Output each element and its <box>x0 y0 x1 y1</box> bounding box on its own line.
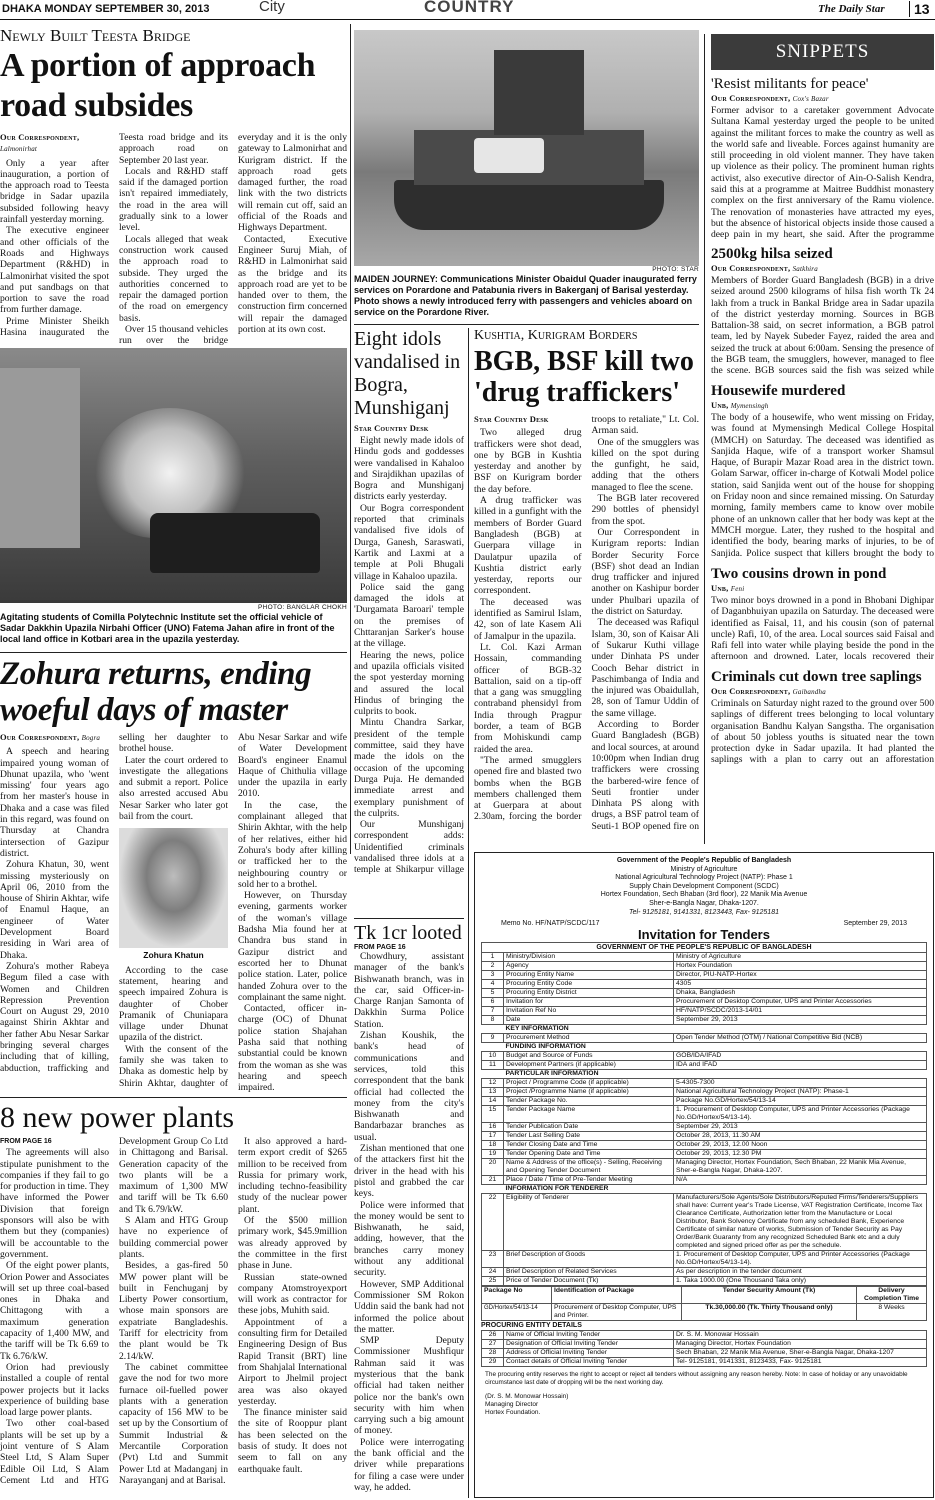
tender-table <box>481 952 927 1286</box>
ferry-caption: MAIDEN JOURNEY: Communications Minister Obaidul Quader inaugurated ferry services on Porardone and Patabunia rivers in Bakerganj of Barisal yesterday. Photo shows a newly introduced ferry with passengers and vehicles aboard on service on the Porardone River. <box>354 274 697 317</box>
tender-row <box>482 1034 927 1043</box>
idols-headline: Eight idols vandalised in Bogra, Munshiganj <box>354 328 461 419</box>
tender-row <box>482 953 927 962</box>
row-value: October 28, 2013, 11.30 AM <box>674 1132 927 1141</box>
ferry-vehicle <box>474 138 544 173</box>
sign-line: Hortex Foundation. <box>485 1409 541 1417</box>
power-para: Orion had previously installed a couple of rental power projects but it lacks experience of building base load large power plants. <box>0 1361 109 1419</box>
snippet-heading: Housewife murdered <box>711 383 846 399</box>
row-label: INFORMATION FOR TENDERER <box>504 1185 927 1194</box>
teesta-para: Only a year after inauguration, a portion of the approach road to Teesta bridge in Sadar upazila subsided following heavy rainfall yesterday morning. <box>0 157 109 226</box>
power-from: FROM PAGE 16 <box>0 1138 52 1145</box>
row-number: 9 <box>482 1034 504 1043</box>
row-value: 4305 <box>674 980 927 989</box>
row-value: October 29, 2013, 12.00 Noon <box>674 1141 927 1150</box>
row-number <box>482 1043 504 1052</box>
bgb-para: Two alleged drug traffickers were shot dead, one by BGB in Kushtia yesterday and another by BSF on Kurigram border the day before. <box>474 427 582 495</box>
idols-para: Mintu Chandra Sarkar, president of the temple committee, said they have made the idols on the occasion of the upcoming Durga Puja. He demanded immediate arrest and exemplary punishment of the culprits. <box>354 717 464 819</box>
idols-article <box>354 328 464 878</box>
row-value: October 29, 2013, 12.30 PM <box>674 1150 927 1159</box>
power-para: Two other coal-based plants will be set up by a joint venture of S Alam Steel Ltd, S Alam Super Edible Oil Ltd, S Alam Cement Ltd and HTG Development Group Co Ltd in Chittagong and Barisal. Generation capacity of the two plants will be a maximum of 1,300 MW and tariff will be Tk 6.60 and Tk 6.79/kW. <box>0 1136 228 1486</box>
snippet-text: Members of Border Guard Bangladesh (BGB) in a drive seized around 2500 kilograms of hilsa fish worth Tk 24 lakh from a truck in Bankal Bridge area in Sadar upazila of the district yesterday morning. Sources in BGB Battalion-38 said, on secret information, a BGB patrol team, led by Nayek Subeder Fayez, raided the area and seized the truck at about 6:00am. Sensing the presence of the BGB team, the smugglers, however, managed to flee the scene. BGB sources said the fish was seized while <box>711 275 934 377</box>
sign-line: (Dr. S. M. Monowar Hossain) <box>485 1393 569 1401</box>
snippet-heading: Two cousins drown in pond <box>711 566 887 582</box>
row-label: Ministry/Division <box>504 953 674 962</box>
pkg-cell: Procurement of Desktop Computer, UPS and Printer. <box>552 1304 682 1321</box>
row-value: Director, PIU-NATP-Hortex <box>674 971 927 980</box>
pkg-head: Tender Security Amount (Tk) <box>682 1287 857 1304</box>
tk1cr-headline: Tk 1cr looted <box>354 922 462 944</box>
tender-row <box>482 1132 927 1141</box>
tk1cr-para: Zishan Koushik, the bank's head of communications and services, told this correspondent that the bank official had collected the money from the city's Bishwanath and Bandarbazar branches as usual. <box>354 1030 464 1143</box>
row-label: KEY INFORMATION <box>504 1025 927 1034</box>
row-number: 23 <box>482 1251 504 1268</box>
teesta-para: Over 15 thousand vehicles run over the bridge everyday and it is the only gateway to Lalmonirhat and Kurigram district. If the approach road gets damaged further, the road link with the two districts will remain cut off, said an official of the Roads and Highways Department. <box>119 132 347 347</box>
teesta-headline: A portion of approach road subsides <box>0 47 316 124</box>
row-number: 15 <box>482 1106 504 1123</box>
tk1cr-para: However, SMP Additional Commissioner SM Rokon Uddin said the bank had not informed the police about the matter. <box>354 1278 464 1335</box>
tender-row <box>482 998 927 1007</box>
zohura-para: However, on Thursday evening, garments worker of the woman's village Badsha Mia found her at Chandra bus stand in Gazipur district and escorted her to Dhunat police station. Later, police handed Zohura over to the complainant the same night. <box>238 890 347 1003</box>
row-label: Procuring Entity District <box>504 989 674 998</box>
masthead <box>0 0 935 20</box>
tk1cr-para: Zishan mentioned that one of the attackers first hit the driver in the head with his pistol and grabbed the car keys. <box>354 1143 464 1200</box>
tender-row <box>482 1159 927 1176</box>
power-para: The agreements will also stipulate punishment to the companies if they fail to go for production in time. They have informed the Power Division that foreign sponsors will also be with them but they (companies) will be accountable to the government. <box>0 1147 109 1260</box>
row-label: Name of Official Inviting Tender <box>504 1331 674 1340</box>
row-number: 7 <box>482 1007 504 1016</box>
bgb-kicker: Kushtia, Kurigram Borders <box>474 328 638 343</box>
bgb-para: One of the smugglers was killed on the spot during the gunfight, he said, adding that the others managed to flee the scene. <box>591 436 699 493</box>
zohura-para: Contacted, officer in-charge (OC) of Dhunat police station Shajahan Pasha said that nothing substantial could be known from the woman as she was hearing and speech impaired. <box>238 1003 347 1094</box>
tender-row <box>482 1185 927 1194</box>
teesta-para: Locals alleged that weak construction work caused the approach road to subside. They urged the authorities concerned to repair the damaged portion of the road on emergency basis. <box>119 233 228 324</box>
row-number: 16 <box>482 1123 504 1132</box>
row-label: FUNDING INFORMATION <box>504 1043 927 1052</box>
procuring-table <box>481 1330 927 1367</box>
row-number: 17 <box>482 1132 504 1141</box>
idols-para: Our Munshiganj correspondent adds: Unidentified criminals vandalised three idols at a temple at Shikarpur village <box>354 819 464 875</box>
masthead-date: DHAKA MONDAY SEPTEMBER 30, 2013 <box>2 3 210 15</box>
row-number: 24 <box>482 1268 504 1277</box>
section-title: COUNTRY <box>424 0 515 16</box>
tender-row <box>482 1070 927 1079</box>
tender-row <box>482 1141 927 1150</box>
snippet-byline: Unb, <box>711 400 729 410</box>
tender-row <box>482 1349 927 1358</box>
row-label: Brief Description of Related Services <box>504 1268 674 1277</box>
row-value: National Agricultural Technology Project (NATP): Phase-1 <box>674 1088 927 1097</box>
power-para: The finance minister said the site of Rooppur plant has been selected on the basis of study. It does not seem to fall on any earthquake fault. <box>238 1407 347 1475</box>
snippet-text: Criminals on Saturday night razed to the ground over 500 saplings of different trees belonging to local voluntary organisation Bandhu Kalyan Sangstha. The organisation of about 50 jobless youths is situated near the town protection dyke in Sadar upazila. It had planted the saplings with a plan to carry out an afforestation <box>711 698 934 766</box>
row-label: Tender Opening Date and Time <box>504 1150 674 1159</box>
row-number: 6 <box>482 998 504 1007</box>
divider <box>354 324 699 325</box>
row-value: 1. Procurement of Desktop Computer, UPS and Printer Accessories (Package No.GD/Hortex/54/13-14). <box>674 1106 927 1123</box>
tender-header-line: Sher-e-Bangla Nagar, Dhaka-1207. <box>649 899 759 907</box>
row-value: N/A <box>674 1176 927 1185</box>
power-para: Appointment of a consulting firm for Detailed Engineering Design of Bus Rapid Transit (BRT) line from Shahjalal International Airport to Jhelmil project area was also okayed yesterday. <box>238 1316 347 1407</box>
row-label: PARTICULAR INFORMATION <box>504 1070 927 1079</box>
tender-notice <box>474 852 934 1498</box>
snippet-heading: Criminals cut down tree saplings <box>711 669 922 685</box>
tender-memo-row <box>481 920 927 927</box>
tender-row <box>482 1007 927 1016</box>
row-number: 28 <box>482 1349 504 1358</box>
row-number <box>482 1070 504 1079</box>
tender-header-line: Tel- 9125181, 9141331, 8123443, Fax- 9125181 <box>629 908 779 916</box>
row-value: Manufacturers/Sole Agents/Sole Distributors/Reputed Firms/Tenderers/Suppliers shall have: Current year's Trade License, VAT Registration Certificate, Income Tax Clearance Certificate, Authorization letter from the Manufacture or Local Distributor, Bank Solvency Certificate from any scheduled Bank, Experience Certificate of similar nature of works, Submission of Tender Security as Pay Order/Bank Guaranty from any recognized Scheduled Bank etc and a duly completed and signed priced offer as per the schedule. <box>674 1194 927 1251</box>
idols-byline: Star Country Desk <box>354 423 429 433</box>
row-value: Hortex Foundation <box>674 962 927 971</box>
tender-row <box>482 1150 927 1159</box>
power-para: Of the eight power plants, Orion Power and Associates will set up three coal-based ones in Dhaka and Chittagong with a maximum generation capacity of 1,400 MW, and the tariff will be Tk 6.69 to Tk 6.76/kW. <box>0 1260 109 1362</box>
tender-title: Invitation for Tenders <box>638 927 770 943</box>
sign-line: Managing Director <box>485 1401 539 1409</box>
power-article <box>0 1102 347 1498</box>
tender-header-line: Government of the People's Republic of Bangladesh <box>616 857 792 864</box>
idols-para: Police said the gang damaged the idols at 'Durgamata Baroari' temple on the premises of Chttaranjan Sarker's house at the village. <box>354 581 464 650</box>
row-label: Budget and Source of Funds <box>504 1052 674 1061</box>
paper-name: The Daily Star <box>818 3 885 15</box>
row-label: Tender Last Selling Date <box>504 1132 674 1141</box>
tender-date: September 29, 2013 <box>843 920 907 928</box>
teesta-para: Locals and R&HD staff said if the damaged portion isn't repaired immediately, the road in the area will gradually sink to a lower level. <box>119 165 228 234</box>
row-label: Brief Description of Goods <box>504 1251 674 1268</box>
vehicle-shape <box>150 513 320 573</box>
divider <box>354 918 464 919</box>
row-label: Procurement Method <box>504 1034 674 1043</box>
row-number: 25 <box>482 1277 504 1286</box>
row-number: 19 <box>482 1150 504 1159</box>
row-number: 27 <box>482 1340 504 1349</box>
tk1cr-from: FROM PAGE 16 <box>354 944 406 951</box>
row-value: IDA and IFAD <box>674 1061 927 1070</box>
zohura-article <box>0 656 347 1096</box>
tender-header-line: Hortex Foundation, Sech Bhaban (3rd floor), 22 Manik Mia Avenue <box>600 891 808 899</box>
row-value: Tel- 9125181, 9141331, 8123433, Fax- 9125181 <box>674 1358 927 1367</box>
row-label: Invitation Ref No <box>504 1007 674 1016</box>
tender-row <box>482 1043 927 1052</box>
row-value: HF/NATP/SCDC/2013-14/01 <box>674 1007 927 1016</box>
row-number: 14 <box>482 1097 504 1106</box>
tender-row <box>482 1016 927 1025</box>
row-label: Project / Programme Code (if applicable) <box>504 1079 674 1088</box>
pkg-cell: Tk.30,000.00 (Tk. Thirty Thousand only) <box>682 1304 857 1321</box>
zohura-para: A speech and hearing impaired young woman of Dhunat upazila, who 'went missing' four years ago from her master's house in Dhaka and a case was filed in this regard, was found on Thursday at Chandra intersection of Gazipur district. <box>0 746 109 859</box>
pkg-cell: GD/Hortex/54/13-14 <box>482 1304 552 1321</box>
row-label: Place / Date / Time of Pre-Tender Meeting <box>504 1176 674 1185</box>
row-number: 2 <box>482 962 504 971</box>
row-label: Price of Tender Document (Tk) <box>504 1277 674 1286</box>
snippet-text: The body of a housewife, who went missing on Friday, was found at Mymensingh Medical College Hospital (MMCH) on Saturday. The deceased was identified as Sanjida Haque, wife of a transport worker Shamsul Haque, of Burapir Mazar Road area in the district town. Golam Sarwar, officer in-charge of Kotwali Model police station, said Sanjida went out of the house for shopping on Friday noon and since remained missing. On Saturday morning, family members came to know over mobile phone of an unknown caller that her body was kept at the MMCH morgue. Later, they rushed to the hospital and identified the body, bearing marks of injuries, to be of Sanjida. Police suspect that killers brought the body to <box>711 412 934 559</box>
tender-header-line: National Agricultural Technology Project (NATP): Phase 1 <box>615 874 793 882</box>
zohura-para: With the consent of the family she was taken to Dhaka as domestic help by Shirin Akhtar, daughter of Abu Nesar Sarkar and wife of Water Development Board's engineer Enamul Haque of Chithulia village under the upazila in early 2010. <box>119 732 347 1089</box>
snippet-text: Two minor boys drowned in a pond in Bhobani Dighipar of Daganbhuiyan upazila on Saturday. The deceased were identified as Faisal, 11, and his cousin (son of paternal uncle) Rafi, 10, of the area. Local sources said Faisal and Rafi fell into water while playing beside the pond in the afternoon and drowned. Later, locals recovered their <box>711 595 934 663</box>
zohura-photo-caption: Zohura Khatun <box>143 950 204 961</box>
ferry-photo <box>354 30 699 266</box>
row-number: 13 <box>482 1088 504 1097</box>
row-label: Tender Package No. <box>504 1097 674 1106</box>
tender-row <box>482 989 927 998</box>
row-number: 11 <box>482 1061 504 1070</box>
row-number: 18 <box>482 1141 504 1150</box>
tender-note: The procuring entity reserves the right to accept or reject all tenders without assigning any reason hereby. Note: In case of holiday or any unavoidable circumstance last date of dropping will be the next working day. <box>485 1371 908 1387</box>
tender-row <box>482 1331 927 1340</box>
tender-row <box>482 1088 927 1097</box>
row-value: 1. Taka 1000.00 (One Thousand Taka only) <box>674 1277 927 1286</box>
power-para: It also approved a hard-term export credit of $265 million to be received from Russia for primary work, including techno-feasibility study of the nuclear power plant. <box>238 1136 347 1215</box>
row-number: 10 <box>482 1052 504 1061</box>
column-rule <box>468 328 469 1498</box>
pkg-head: Delivery Completion Time <box>857 1287 927 1304</box>
snippet-byline: Our Correspondent, <box>711 263 791 273</box>
bgb-para: "The armed smugglers opened fire and blasted two bombs when the BGB members challenged them at Guerpara at about 2.30am, forcing the border troops to retaliate," Lt. Col. Arman said. <box>474 414 699 823</box>
bgb-para: A drug trafficker was killed in a gunfight with the members of Border Guard Bangladesh (BGB) at Guerpara village in Daulatpur upazila of Kushtia district early yesterday, reports our correspondent. <box>474 495 582 597</box>
tender-row <box>482 1251 927 1268</box>
row-value: Dr. S. M. Monowar Hossain <box>674 1331 927 1340</box>
power-headline: 8 new power plants <box>0 1102 235 1134</box>
tender-row <box>482 1106 927 1123</box>
bgb-para: The BGB later recovered 290 bottles of phensidyl from the spot. <box>591 493 699 527</box>
tk1cr-para: Police were informed that the money would be sent to Bishwanath, he said, adding, however, that the branches carry money without any additional security. <box>354 1199 464 1279</box>
building-shape <box>0 368 80 548</box>
row-label: Designation of Official Inviting Tender <box>504 1340 674 1349</box>
row-number: 3 <box>482 971 504 980</box>
teesta-kicker: Newly Built Teesta Bridge <box>0 27 191 45</box>
row-value: As per description in the tender document <box>674 1268 927 1277</box>
divider <box>0 652 347 653</box>
bgb-byline: Star Country Desk <box>474 414 549 424</box>
tender-row <box>482 1079 927 1088</box>
snippet-byline: Our Correspondent, <box>711 93 791 103</box>
tender-row <box>482 1061 927 1070</box>
tender-row <box>482 1176 927 1185</box>
column-rule <box>350 24 351 854</box>
row-number: 1 <box>482 953 504 962</box>
row-number: 21 <box>482 1176 504 1185</box>
row-value: 5-4305-7300 <box>674 1079 927 1088</box>
row-value: Dhaka, Bangladesh <box>674 989 927 998</box>
pkg-head: Identification of Package <box>552 1287 682 1304</box>
teesta-byline: Our Correspondent, <box>0 132 80 142</box>
row-label: Project /Programme Name (if applicable) <box>504 1088 674 1097</box>
row-number: 20 <box>482 1159 504 1176</box>
row-label: Date <box>504 1016 674 1025</box>
row-value: Managing Director, Hortex Foundation <box>674 1340 927 1349</box>
zohura-headline: Zohura returns, ending woeful days of master <box>0 656 312 728</box>
snippet-place: Gaibandha <box>792 688 826 696</box>
ferry-credit: PHOTO: STAR <box>652 266 699 273</box>
tk1cr-para: Police were interrogating the bank official and the driver while preparations for filing a case were under way, he added. <box>354 1436 464 1493</box>
photo1-caption: Agitating students of Comilla Polytechnic Institute set the official vehicle of Sadar Dakkhin Upazila Nirbahi Officer (UNO) Fatema Jahan afire in front of the local land office in Kotbari area in the upazila yesterday. <box>0 612 335 644</box>
burning-vehicle-photo <box>0 348 347 603</box>
tender-row <box>482 1025 927 1034</box>
zohura-para: In the case, the complainant alleged that Shirin Akhtar, with the help of her relatives, either hid Zohura's body after killing or trafficked her to the neighbouring country or sold her to a brothel. <box>238 799 347 890</box>
ferry-cabin <box>494 50 584 135</box>
pkg-head: Package No <box>482 1287 552 1304</box>
tender-row <box>482 971 927 980</box>
row-number: 4 <box>482 980 504 989</box>
pkg-cell: 8 Weeks <box>857 1304 927 1321</box>
photo1-credit: PHOTO: BANGLAR CHOKH <box>258 604 347 611</box>
row-number <box>482 1025 504 1034</box>
row-number <box>482 1185 504 1194</box>
power-para: S Alam and HTG Group have no experience of building commercial power plants. <box>119 1215 228 1260</box>
row-number: 22 <box>482 1194 504 1251</box>
tk1cr-para: Chowdhury, assistant manager of the bank's Bishwanath branch, was in the car, said Officer-in-Charge Ranjan Samonta of Dakkhin Surma Police Station. <box>354 951 464 1030</box>
row-label: Contact details of Official Inviting Tender <box>504 1358 674 1367</box>
tender-header <box>481 857 927 917</box>
ferry-hull <box>394 180 664 230</box>
tender-row <box>482 1194 927 1251</box>
idols-para: Our Bogra correspondent reported that criminals vandalised five idols of Durga, Ganesh, Saraswati, Kartik and Laxmi at a temple at Poli Bhugali village in Kahaloo upazila. <box>354 502 464 582</box>
row-number: 29 <box>482 1358 504 1367</box>
bgb-para: Lt. Col. Kazi Arman Hossain, commanding officer of BGB-32 Battalion, said on a tip-off that a gang was smuggling contraband phensidyl from India through Pragpur border, a team of BGB from Mohiskundi camp raided the area. <box>474 641 582 755</box>
bgb-para: The deceased was Rafiqul Islam, 30, son of Kaisar Ali of Sukarur Kuthi village under Dinhata PS under Cooch Behar district in Paschimbanga of India and the injured was Obaidullah, 28, son of Tamur Uddin of the same village. <box>591 617 699 719</box>
zohura-byline: Our Correspondent, <box>0 732 80 742</box>
row-value: Sech Bhaban, 22 Manik Mia Avenue, Sher-e-Bangla Nagar, Dhaka-1207 <box>674 1349 927 1358</box>
snippet-heading: 'Resist militants for peace' <box>711 76 869 92</box>
bgb-article <box>474 328 699 848</box>
zohura-photo <box>119 828 228 948</box>
row-number: 8 <box>482 1016 504 1025</box>
row-number: 26 <box>482 1331 504 1340</box>
row-value: Package No.GD/Hortex/54/13-14 <box>674 1097 927 1106</box>
tender-gov: GOVERNMENT OF THE PEOPLE'S REPUBLIC OF BANGLADESH <box>481 942 927 952</box>
row-label: Tender Package Name <box>504 1106 674 1123</box>
row-label: Address of Official Inviting Tender <box>504 1349 674 1358</box>
tender-row <box>482 962 927 971</box>
row-label: Agency <box>504 962 674 971</box>
row-value: 1. Procurement of Desktop Computer, UPS and Printer Accessories (Package No.GD/Hortex/54/13-14). <box>674 1251 927 1268</box>
idols-para: Hearing the news, police and upazila officials visited the spot yesterday morning and assured the local Hindus of bringing the culprits to book. <box>354 649 464 718</box>
idols-para: Eight newly made idols of Hindu gods and goddesses were vandalised in Kahaloo and Sirajdikhan upazilas of Bogra and Munshiganj districts early yesterday. <box>354 435 464 503</box>
tender-row <box>482 1340 927 1349</box>
tender-row <box>482 1268 927 1277</box>
snippet-place: Cox's Bazar <box>792 95 829 103</box>
teesta-place: Lalmonirhat <box>0 145 38 154</box>
snippet-place: Satkhira <box>792 265 818 273</box>
divider <box>0 1097 347 1098</box>
bgb-headline: BGB, BSF kill two 'drug traffickers' <box>474 346 694 408</box>
row-value: Ministry of Agriculture <box>674 953 927 962</box>
row-label: Eligibility of Tenderer <box>504 1194 674 1251</box>
row-value: GOB/IDA/IFAD <box>674 1052 927 1061</box>
package-table <box>481 1286 927 1321</box>
page-number: 13 <box>909 1 930 17</box>
snippet-byline: Unb, <box>711 583 729 593</box>
tender-row <box>482 1277 927 1286</box>
row-value: September 29, 2013 <box>674 1123 927 1132</box>
tender-header-line: Supply Chain Development Component (SCDC) <box>629 882 779 890</box>
row-value: Managing Director, Hortex Foundation, Sech Bhaban, 22 Manik Mia Avenue, Sher-e-Bangla Nagar, Dhaka-1207. <box>674 1159 927 1176</box>
row-label: Tender Publication Date <box>504 1123 674 1132</box>
row-number: 5 <box>482 989 504 998</box>
bgb-para: Our Correspondent in Kurigram reports: Indian Border Security Force (BSF) shot dead an Indian drug trafficker and injured another on Kashipur border under Phulbari upazila of the district on Saturday. <box>591 526 699 618</box>
power-para: Besides, a gas-fired 50 MW power plant will be built in Fenchuganj by Liberty Power consortium, whose main sponsors are expatriate Bangladeshis. Tariff for electricity from the plant would be Tk 2.14/kW. <box>119 1260 228 1362</box>
tk1cr-article <box>354 922 464 1498</box>
tender-row <box>482 1358 927 1367</box>
row-label: Procuring Entity Code <box>504 980 674 989</box>
tender-row <box>482 980 927 989</box>
row-label: Name & Address of the office(s) - Selling, Receiving and Opening Tender Document <box>504 1159 674 1176</box>
tender-row <box>482 1052 927 1061</box>
proc-head: PROCURING ENTITY DETAILS <box>481 1322 582 1330</box>
snippet-place: Mymensingh <box>730 402 769 410</box>
tender-row <box>482 1123 927 1132</box>
teesta-article <box>0 27 347 347</box>
zohura-para: According to the case statement, hearing and speech impaired Zohura is daughter of Chober Pramanik of Chuniapara village under Dhunat upazila of the district. <box>119 964 228 1044</box>
row-value: September 29, 2013 <box>674 1016 927 1025</box>
tender-row <box>482 1097 927 1106</box>
row-number: 12 <box>482 1079 504 1088</box>
zohura-para: Zohura's mother Rabeya Begum filed a case with Women and Children Repression Prevention Court on August 29, 2010 against Shirin Akhtar and her father Abu Nesar Sarkar bringing several charges including that of killing, abduction, trafficking and selling her daughter to brothel house. <box>0 732 228 1074</box>
snippets-title: SNIPPETS <box>711 34 934 70</box>
power-para: Of the $500 million primary work, $45.9million was already approved by the committee in the first phase in June. <box>238 1215 347 1272</box>
tender-sign <box>481 1393 927 1417</box>
bgb-para: According to Border Guard Bangladesh (BGB) and local sources, at around 10:00pm when Indian drug traffickers were crossing the barbered-wire fence of Seuti frontier under Dinhata PS along with drugs, a BSF patrol team of Seuti-1 BOP opened fire on <box>591 719 699 832</box>
teesta-para: Contacted, Executive Engineer Suruj Miah, of R&HD in Lalmonirhat said as the bridge and its approach road are yet to be handed over to them, the construction firm concerned will repair the damaged portion at its own cost. <box>238 233 347 336</box>
zohura-para: Zohura Khatun, 30, went missing mysteriously on April 06, 2010 from the house of Shirin Akhtar, wife of Enamul Haque, an engineer of Water Development Board residing in Wari area of Dhaka. <box>0 859 109 961</box>
tender-memo: Memo No. HF/NATP/SCDC/117 <box>501 920 600 928</box>
power-para: The cabinet committee gave the nod for two more furnace oil-fuelled power plants with a generation capacity of 156 MW to be set up by the Consortium of Summit Industrial & Mercantile Corporation (Pvt) Ltd and Summit Power Ltd at Madanganj in Narayanganj and at Barisal. <box>119 1361 228 1486</box>
snippet-text: Former advisor to a caretaker government Advocate Sultana Kamal yesterday urged the people to be united against the militant forces to make the country as well as the world safe and liveable. Forces against humanity are still proceeding in old violent manner. They have taken up violence as their policy. The prominent human rights activist, also executive director of Ain-O-Salish Kendra, said this at a programme at Maitree Buddhist monastery complex on the first anniversary of the Ramu violence. The renovation of monasteries have attracted my eyes, but the absence of historical objects inside those caused a deep pain in my heart, she said. After the programme <box>711 105 934 240</box>
snippet-byline: Our Correspondent, <box>711 686 791 696</box>
power-para: Russian state-owned company Atomstroyexport will work as contractor for these jobs, Muhith said. <box>238 1271 347 1317</box>
tk1cr-para: SMP Deputy Commissioner Mushfiqur Rahman said it was mysterious that the bank official had taken neither police nor the bank's own security with him when carrying such a big amount of money. <box>354 1335 464 1437</box>
zohura-para: Later the court ordered to investigate the allegations and submit a report. Police also arrested accused Abu Nesar Sarker who later got bail from the court. <box>119 754 228 823</box>
snippet-heading: 2500kg hilsa seized <box>711 246 833 262</box>
bgb-para: The deceased was identified as Samirul Islam, 42, son of late Kasem Ali of Jamalpur in the upazila. <box>474 596 582 642</box>
tender-header-line: Ministry of Agriculture <box>670 865 738 873</box>
snippet-place: Feni <box>730 585 745 593</box>
row-value: Procurement of Desktop Computer, UPS and Printer Accessories <box>674 998 927 1007</box>
row-value: Open Tender Method (OTM) / National Competitive Bid (NCB) <box>674 1034 927 1043</box>
masthead-city: City <box>259 0 285 15</box>
teesta-para: Prime Minister Sheikh Hasina inaugurated the Teesta road bridge and its approach road on September 20 last year. <box>0 132 228 339</box>
row-label: Tender Closing Date and Time <box>504 1141 674 1150</box>
snippets-box <box>704 34 934 844</box>
teesta-para: The executive engineer and other officials of the Roads and Highways Department (R&HD) in Lalmonirhat visited the spot and put sandbags on that portion to save the road from further damage. <box>0 225 109 316</box>
row-label: Development Partners (if applicable) <box>504 1061 674 1070</box>
row-label: Invitation for <box>504 998 674 1007</box>
zohura-place: Bogra <box>81 734 101 742</box>
row-label: Procuring Entity Name <box>504 971 674 980</box>
